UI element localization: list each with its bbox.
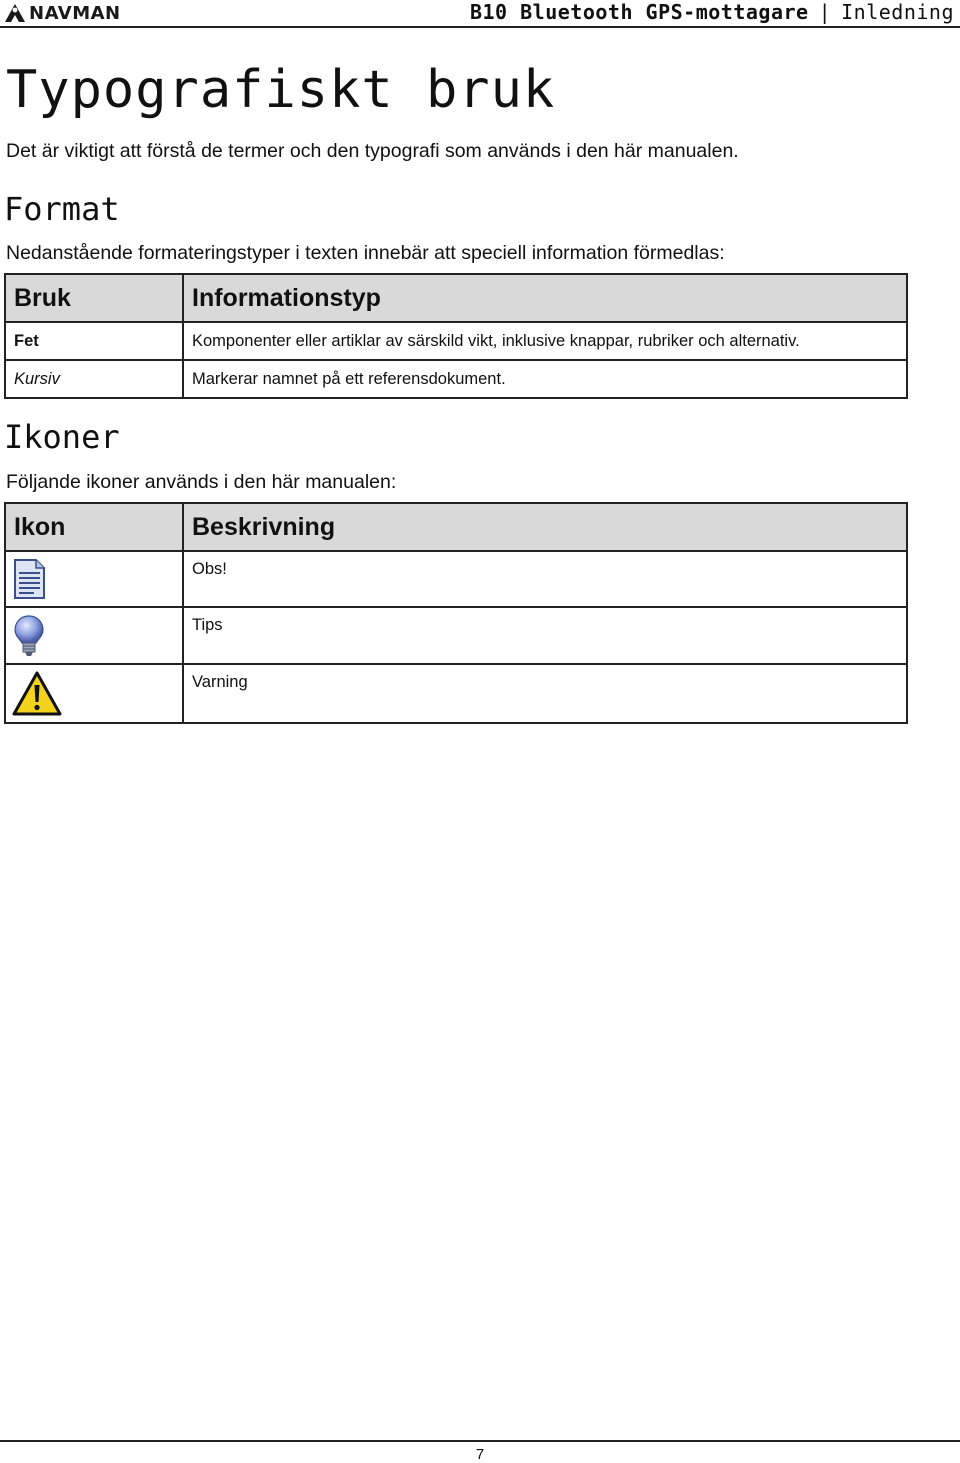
column-header-informationstyp: Informationstyp [183, 274, 907, 322]
navman-logo [4, 3, 121, 23]
usage-cell: Kursiv [5, 360, 183, 398]
page-header [0, 0, 960, 28]
header-separator: | [818, 0, 832, 24]
column-header-bruk: Bruk [5, 274, 183, 322]
description-cell: Obs! [183, 551, 907, 607]
icons-paragraph: Följande ikoner används i den här manualen: [6, 471, 397, 493]
format-table [4, 273, 908, 399]
warning-icon [12, 671, 62, 717]
brand-name: NAVMAN [29, 2, 121, 24]
column-header-ikon: Ikon [5, 503, 183, 551]
footer-rule [0, 1440, 960, 1442]
usage-cell: Fet [5, 322, 183, 360]
icon-cell [5, 607, 183, 664]
table-row [5, 607, 907, 664]
column-header-beskrivning: Beskrivning [183, 503, 907, 551]
icon-cell [5, 664, 183, 723]
table-row [5, 322, 907, 360]
format-paragraph: Nedanstående formateringstyper i texten innebär att speciell information förmedlas: [6, 242, 725, 264]
info-cell: Komponenter eller artiklar av särskild vikt, inklusive knappar, rubriker och alternativ. [183, 322, 907, 360]
table-row [5, 360, 907, 398]
running-header [470, 0, 954, 24]
format-heading: Format [4, 190, 120, 228]
section-name: Inledning [841, 0, 954, 24]
page-number: 7 [475, 1446, 485, 1463]
table-row [5, 664, 907, 723]
intro-paragraph: Det är viktigt att förstå de termer och den typografi som används i den här manualen. [6, 140, 739, 162]
description-cell: Varning [183, 664, 907, 723]
icon-cell [5, 551, 183, 607]
note-icon [12, 558, 48, 600]
document-title: B10 Bluetooth GPS-mottagare [469, 0, 809, 24]
info-cell: Markerar namnet på ett referensdokument. [183, 360, 907, 398]
icons-table [4, 502, 908, 724]
table-header-row [5, 503, 907, 551]
page-title: Typografiskt bruk [6, 60, 556, 120]
table-header-row [5, 274, 907, 322]
table-row [5, 551, 907, 607]
navman-logo-icon [4, 3, 26, 23]
icons-heading: Ikoner [4, 418, 120, 456]
description-cell: Tips [183, 607, 907, 664]
lightbulb-icon [12, 614, 46, 658]
